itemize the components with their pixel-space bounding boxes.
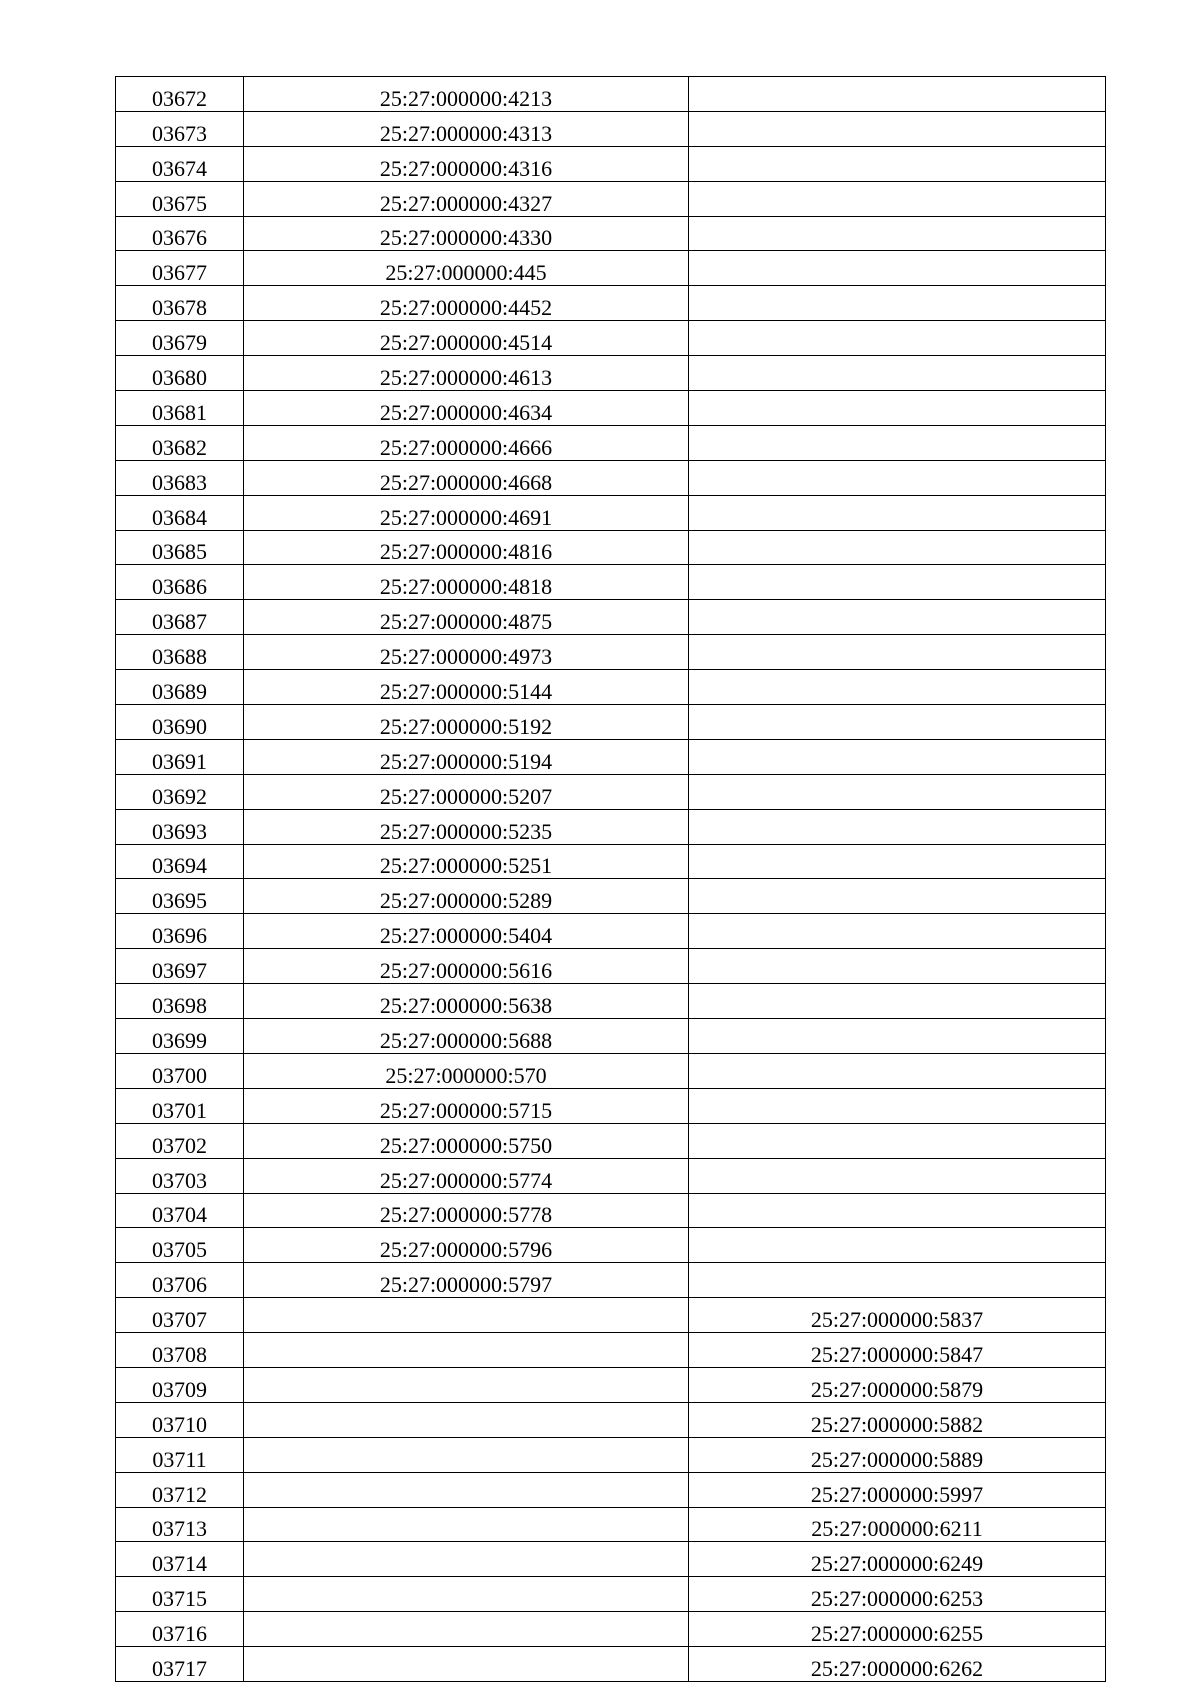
cadastral-number-alt-cell [689,530,1106,565]
row-number-cell: 03683 [116,460,244,495]
cadastral-number-alt-cell: 25:27:000000:6255 [689,1612,1106,1647]
cadastral-number-alt-cell [689,705,1106,740]
cadastral-number-alt-cell [689,844,1106,879]
table-row [116,1053,1106,1088]
table-row [116,251,1106,286]
cadastral-number-alt-cell [689,879,1106,914]
cadastral-number-cell: 25:27:000000:5404 [244,914,689,949]
table-row [116,1507,1106,1542]
row-number-cell: 03673 [116,111,244,146]
cadastral-number-alt-cell: 25:27:000000:5879 [689,1367,1106,1402]
table-row [116,356,1106,391]
cadastral-number-alt-cell [689,425,1106,460]
table-row [116,984,1106,1019]
cadastral-number-alt-cell [689,181,1106,216]
cadastral-number-alt-cell: 25:27:000000:5847 [689,1333,1106,1368]
cadastral-number-cell [244,1472,689,1507]
cadastral-number-cell: 25:27:000000:4452 [244,286,689,321]
table-row [116,1228,1106,1263]
table-row [116,460,1106,495]
cadastral-number-cell: 25:27:000000:5796 [244,1228,689,1263]
row-number-cell: 03691 [116,739,244,774]
cadastral-number-alt-cell [689,635,1106,670]
cadastral-number-alt-cell [689,1158,1106,1193]
cadastral-number-alt-cell: 25:27:000000:6211 [689,1507,1106,1542]
table-row [116,844,1106,879]
cadastral-number-alt-cell [689,356,1106,391]
cadastral-number-cell: 25:27:000000:4973 [244,635,689,670]
row-number-cell: 03682 [116,425,244,460]
row-number-cell: 03702 [116,1123,244,1158]
cadastral-number-alt-cell: 25:27:000000:6262 [689,1647,1106,1682]
cadastral-number-cell: 25:27:000000:570 [244,1053,689,1088]
table-row [116,1123,1106,1158]
cadastral-number-cell: 25:27:000000:5207 [244,774,689,809]
row-number-cell: 03675 [116,181,244,216]
row-number-cell: 03714 [116,1542,244,1577]
cadastral-number-alt-cell: 25:27:000000:5882 [689,1402,1106,1437]
table-row [116,391,1106,426]
cadastral-number-cell [244,1507,689,1542]
row-number-cell: 03703 [116,1158,244,1193]
cadastral-number-cell [244,1437,689,1472]
cadastral-number-cell: 25:27:000000:445 [244,251,689,286]
row-number-cell: 03677 [116,251,244,286]
row-number-cell: 03678 [116,286,244,321]
row-number-cell: 03679 [116,321,244,356]
cadastral-number-alt-cell [689,460,1106,495]
cadastral-number-alt-cell [689,949,1106,984]
table-row [116,146,1106,181]
row-number-cell: 03687 [116,600,244,635]
table-row [116,1612,1106,1647]
row-number-cell: 03704 [116,1193,244,1228]
cadastral-number-alt-cell [689,216,1106,251]
row-number-cell: 03698 [116,984,244,1019]
cadastral-number-alt-cell [689,774,1106,809]
table-row [116,1647,1106,1682]
table-row [116,635,1106,670]
table-row [116,425,1106,460]
row-number-cell: 03676 [116,216,244,251]
row-number-cell: 03701 [116,1088,244,1123]
table-row [116,670,1106,705]
row-number-cell: 03686 [116,565,244,600]
cadastral-number-cell: 25:27:000000:4818 [244,565,689,600]
cadastral-number-alt-cell [689,111,1106,146]
row-number-cell: 03711 [116,1437,244,1472]
cadastral-number-cell: 25:27:000000:5194 [244,739,689,774]
table-row [116,879,1106,914]
cadastral-number-cell: 25:27:000000:4668 [244,460,689,495]
row-number-cell: 03690 [116,705,244,740]
row-number-cell: 03715 [116,1577,244,1612]
table-row [116,77,1106,112]
cadastral-number-alt-cell [689,739,1106,774]
cadastral-number-alt-cell: 25:27:000000:5889 [689,1437,1106,1472]
row-number-cell: 03692 [116,774,244,809]
table-row [116,565,1106,600]
cadastral-number-cell: 25:27:000000:4313 [244,111,689,146]
cadastral-number-cell [244,1333,689,1368]
cadastral-number-cell: 25:27:000000:5638 [244,984,689,1019]
row-number-cell: 03684 [116,495,244,530]
cadastral-number-cell [244,1298,689,1333]
table-row [116,1088,1106,1123]
cadastral-number-cell [244,1402,689,1437]
row-number-cell: 03674 [116,146,244,181]
table-row [116,495,1106,530]
table-row [116,1298,1106,1333]
cadastral-number-cell: 25:27:000000:4330 [244,216,689,251]
table-row [116,600,1106,635]
cadastral-number-cell: 25:27:000000:4613 [244,356,689,391]
row-number-cell: 03696 [116,914,244,949]
cadastral-number-cell [244,1612,689,1647]
table-row [116,321,1106,356]
row-number-cell: 03708 [116,1333,244,1368]
cadastral-number-cell: 25:27:000000:5289 [244,879,689,914]
row-number-cell: 03688 [116,635,244,670]
cadastral-number-alt-cell [689,600,1106,635]
table-row [116,530,1106,565]
table-row [116,739,1106,774]
table-row [116,1437,1106,1472]
table-row [116,1472,1106,1507]
table-row [116,1333,1106,1368]
row-number-cell: 03681 [116,391,244,426]
row-number-cell: 03697 [116,949,244,984]
table-row [116,181,1106,216]
row-number-cell: 03705 [116,1228,244,1263]
cadastral-number-cell: 25:27:000000:4316 [244,146,689,181]
table-row [116,914,1106,949]
table-row [116,774,1106,809]
table-row [116,1542,1106,1577]
cadastral-number-alt-cell: 25:27:000000:6253 [689,1577,1106,1612]
table-row [116,949,1106,984]
cadastral-number-cell: 25:27:000000:5235 [244,809,689,844]
cadastral-number-cell [244,1577,689,1612]
cadastral-number-cell: 25:27:000000:5774 [244,1158,689,1193]
cadastral-number-cell [244,1647,689,1682]
cadastral-number-alt-cell [689,146,1106,181]
row-number-cell: 03712 [116,1472,244,1507]
cadastral-number-cell: 25:27:000000:5797 [244,1263,689,1298]
table-row [116,286,1106,321]
table-row [116,111,1106,146]
row-number-cell: 03710 [116,1402,244,1437]
cadastral-number-cell: 25:27:000000:5616 [244,949,689,984]
table-row [116,1402,1106,1437]
cadastral-number-alt-cell [689,1088,1106,1123]
cadastral-number-alt-cell [689,1053,1106,1088]
cadastral-number-cell: 25:27:000000:5778 [244,1193,689,1228]
row-number-cell: 03695 [116,879,244,914]
cadastral-number-alt-cell [689,1228,1106,1263]
cadastral-number-alt-cell [689,77,1106,112]
cadastral-number-cell: 25:27:000000:5251 [244,844,689,879]
cadastral-number-alt-cell: 25:27:000000:5997 [689,1472,1106,1507]
table-row [116,705,1106,740]
cadastral-number-cell: 25:27:000000:4213 [244,77,689,112]
table-row [116,809,1106,844]
cadastral-number-cell: 25:27:000000:4327 [244,181,689,216]
table-row [116,1367,1106,1402]
row-number-cell: 03680 [116,356,244,391]
row-number-cell: 03685 [116,530,244,565]
table-row [116,1193,1106,1228]
row-number-cell: 03707 [116,1298,244,1333]
cadastral-number-cell: 25:27:000000:4875 [244,600,689,635]
cadastral-number-cell [244,1542,689,1577]
cadastral-number-alt-cell [689,495,1106,530]
cadastral-number-alt-cell [689,1263,1106,1298]
cadastral-number-cell: 25:27:000000:4666 [244,425,689,460]
row-number-cell: 03699 [116,1019,244,1054]
cadastral-number-alt-cell [689,1123,1106,1158]
cadastral-number-cell: 25:27:000000:4816 [244,530,689,565]
row-number-cell: 03716 [116,1612,244,1647]
row-number-cell: 03672 [116,77,244,112]
cadastral-number-cell: 25:27:000000:5192 [244,705,689,740]
cadastral-number-cell: 25:27:000000:4691 [244,495,689,530]
cadastral-number-cell: 25:27:000000:5715 [244,1088,689,1123]
row-number-cell: 03706 [116,1263,244,1298]
cadastral-number-cell: 25:27:000000:5688 [244,1019,689,1054]
row-number-cell: 03693 [116,809,244,844]
row-number-cell: 03709 [116,1367,244,1402]
table-row [116,1019,1106,1054]
cadastral-number-alt-cell [689,565,1106,600]
cadastral-number-alt-cell [689,1019,1106,1054]
row-number-cell: 03689 [116,670,244,705]
cadastral-number-alt-cell [689,1193,1106,1228]
row-number-cell: 03713 [116,1507,244,1542]
cadastral-number-cell: 25:27:000000:4514 [244,321,689,356]
cadastral-number-cell: 25:27:000000:5144 [244,670,689,705]
cadastral-number-table [115,76,1106,1682]
cadastral-number-cell: 25:27:000000:5750 [244,1123,689,1158]
cadastral-number-alt-cell [689,670,1106,705]
cadastral-number-alt-cell [689,321,1106,356]
cadastral-number-alt-cell [689,391,1106,426]
table-row [116,1158,1106,1193]
row-number-cell: 03717 [116,1647,244,1682]
row-number-cell: 03694 [116,844,244,879]
cadastral-number-cell: 25:27:000000:4634 [244,391,689,426]
cadastral-number-alt-cell: 25:27:000000:6249 [689,1542,1106,1577]
table-body [116,77,1106,1682]
cadastral-number-alt-cell: 25:27:000000:5837 [689,1298,1106,1333]
cadastral-number-cell [244,1367,689,1402]
table-row [116,1577,1106,1612]
table-row [116,1263,1106,1298]
cadastral-number-alt-cell [689,286,1106,321]
table-row [116,216,1106,251]
cadastral-number-alt-cell [689,251,1106,286]
cadastral-number-alt-cell [689,809,1106,844]
row-number-cell: 03700 [116,1053,244,1088]
cadastral-number-alt-cell [689,984,1106,1019]
cadastral-number-alt-cell [689,914,1106,949]
